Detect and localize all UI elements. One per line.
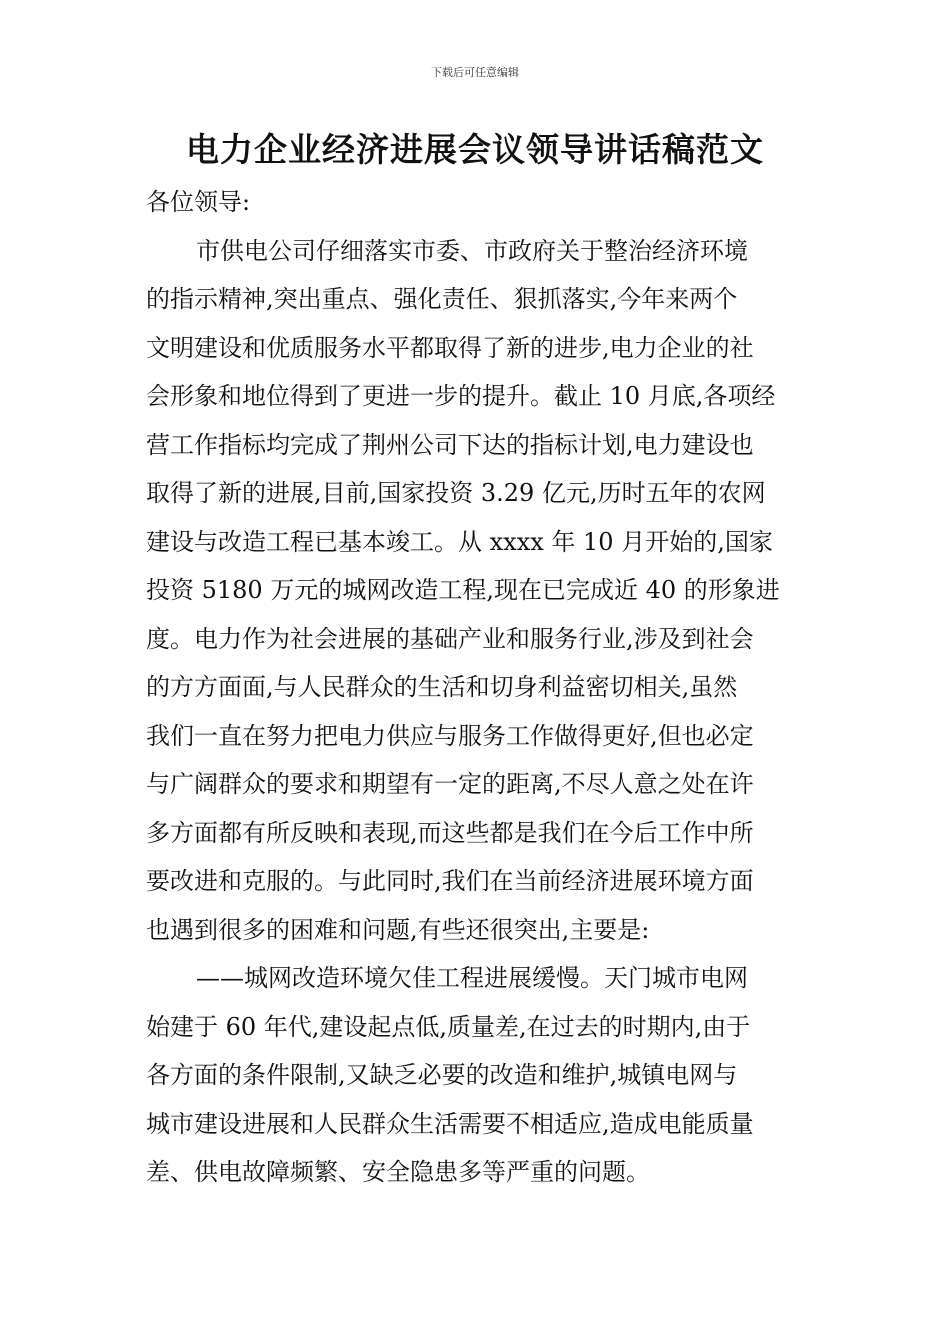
paragraph-line: 的方方面面,与人民群众的生活和切身利益密切相关,虽然 <box>146 673 738 701</box>
paragraph-line: 也遇到很多的困难和问题,有些还很突出,主要是: <box>146 915 650 944</box>
paragraph-line: 会形象和地位得到了更进一步的提升。截止 10 月底,各项经 <box>146 382 776 410</box>
paragraph-line: 投资 5180 万元的城网改造工程,现在已完成近 40 的形象进 <box>146 576 780 604</box>
paragraph-line: 市供电公司仔细落实市委、市政府关于整治经济环境 <box>196 236 748 265</box>
paragraph-line: 营工作指标均完成了荆州公司下达的指标计划,电力建设也 <box>146 430 754 459</box>
paragraph-line: 我们一直在努力把电力供应与服务工作做得更好,但也必定 <box>146 721 754 750</box>
document-body <box>146 178 808 1197</box>
paragraph-line: 的指示精神,突出重点、强化责任、狠抓落实,今年来两个 <box>146 285 738 313</box>
paragraph-line: 差、供电故障频繁、安全隐患多等严重的问题。 <box>146 1158 650 1186</box>
document-title: 电力企业经济进展会议领导讲话稿范文 <box>186 130 764 169</box>
paragraph-line: 城市建设进展和人民群众生活需要不相适应,造成电能质量 <box>146 1109 754 1138</box>
paragraph-line: 各方面的条件限制,又缺乏必要的改造和维护,城镇电网与 <box>146 1061 738 1089</box>
paragraph-line: 文明建设和优质服务水平都取得了新的进步,电力企业的社 <box>146 333 754 362</box>
paragraph-line: ——城网改造环境欠佳工程进展缓慢。天门城市电网 <box>196 964 748 992</box>
paragraph-line: 多方面都有所反映和表现,而这些都是我们在今后工作中所 <box>146 818 754 847</box>
paragraph-line: 建设与改造工程已基本竣工。从 xxxx 年 10 月开始的,国家 <box>146 527 773 556</box>
paragraph-line: 与广阔群众的要求和期望有一定的距离,不尽人意之处在许 <box>146 770 754 798</box>
paragraph-line: 要改进和克服的。与此同时,我们在当前经济进展环境方面 <box>146 867 754 895</box>
header-note: 下载后可任意编辑 <box>431 66 519 79</box>
paragraph-line: 度。电力作为社会进展的基础产业和服务行业,涉及到社会 <box>146 624 754 653</box>
salutation: 各位领导: <box>146 188 251 216</box>
paragraph-line: 取得了新的进展,目前,国家投资 3.29 亿元,历时五年的农网 <box>146 479 766 507</box>
paragraph-line: 始建于 60 年代,建设起点低,质量差,在过去的时期内,由于 <box>146 1012 751 1041</box>
